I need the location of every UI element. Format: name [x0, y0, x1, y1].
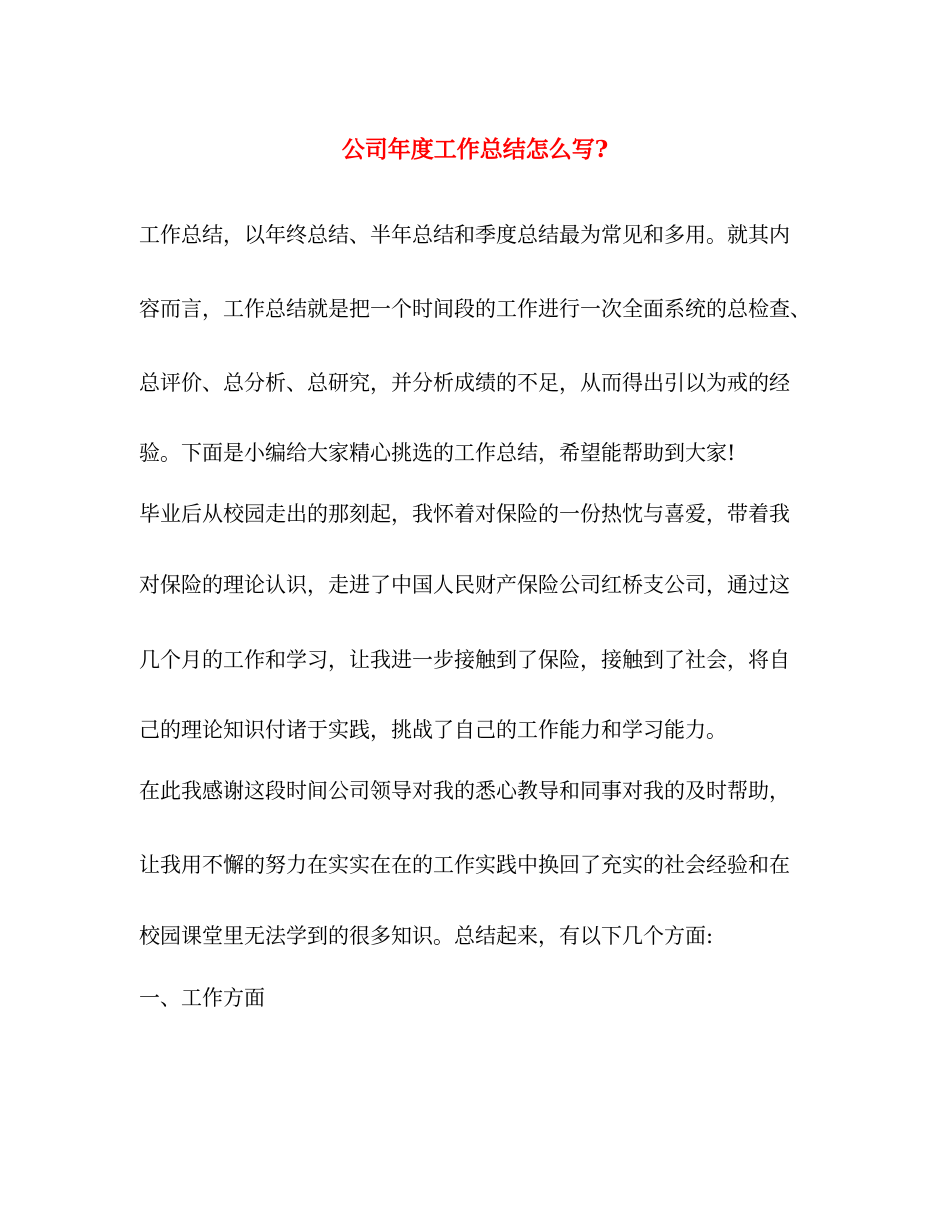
- page-title: 公司年度工作总结怎么写?: [341, 136, 609, 163]
- paragraph-2-line-1: 毕业后从校园走出的那刻起，我怀着对保险的一份热忱与喜爱，带着我: [139, 502, 790, 526]
- paragraph-2-line-4: 己的理论知识付诸于实践，挑战了自己的工作能力和学习能力。: [139, 718, 727, 742]
- paragraph-1-line-2: 容而言，工作总结就是把一个时间段的工作进行一次全面系统的总检查、: [139, 297, 811, 321]
- paragraph-3-line-3: 校园课堂里无法学到的很多知识。总结起来，有以下几个方面:: [139, 924, 714, 948]
- section-heading-work: 一、工作方面: [139, 986, 265, 1010]
- paragraph-2-line-3: 几个月的工作和学习，让我进一步接触到了保险，接触到了社会，将自: [139, 648, 790, 672]
- paragraph-1-line-3: 总评价、总分析、总研究，并分析成绩的不足，从而得出引以为戒的经: [139, 371, 790, 395]
- paragraph-2-line-2: 对保险的理论认识，走进了中国人民财产保险公司红桥支公司，通过这: [139, 573, 790, 597]
- paragraph-1-line-1: 工作总结，以年终总结、半年总结和季度总结最为常见和多用。就其内: [139, 223, 790, 247]
- paragraph-1-line-4: 验。下面是小编给大家精心挑选的工作总结，希望能帮助到大家!: [139, 441, 736, 465]
- paragraph-3-line-2: 让我用不懈的努力在实实在在的工作实践中换回了充实的社会经验和在: [139, 853, 790, 877]
- paragraph-3-line-1: 在此我感谢这段时间公司领导对我的悉心教导和同事对我的及时帮助，: [139, 779, 790, 803]
